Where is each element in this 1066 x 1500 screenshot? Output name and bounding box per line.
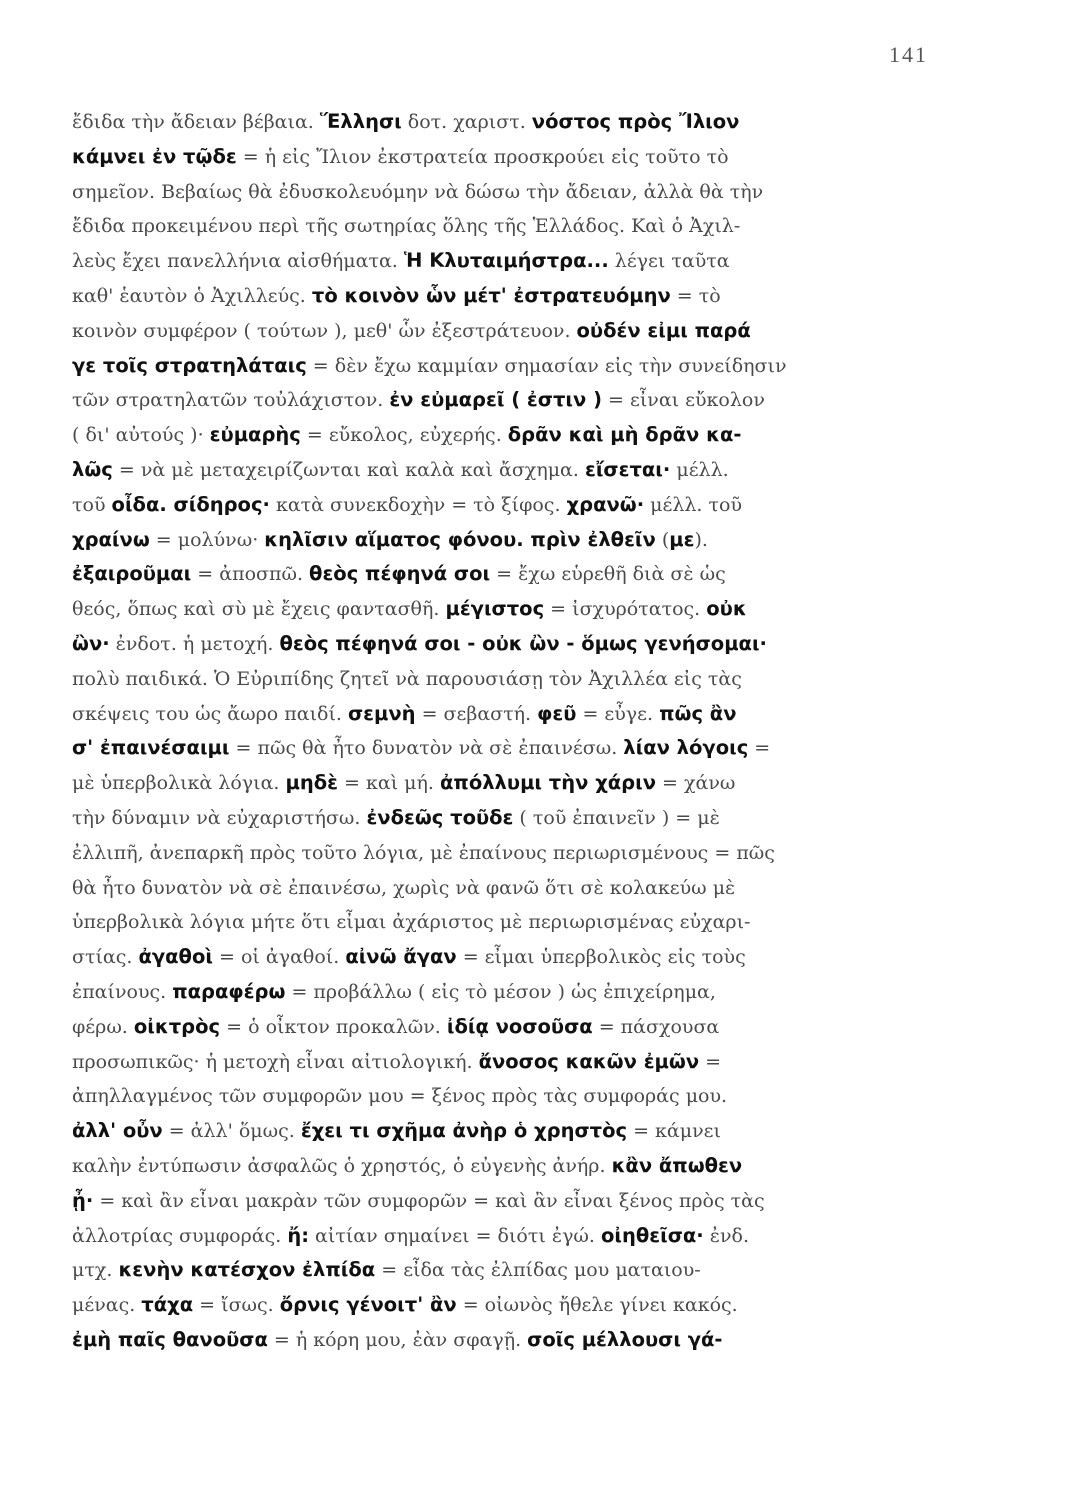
lemma-term: Ἕλλησι xyxy=(319,110,402,133)
gloss-text: δοτ. χαριστ. xyxy=(401,111,532,133)
text-line xyxy=(72,904,938,939)
gloss-text: ( τοῦ ἐπαινεῖν ) = μὲ xyxy=(513,806,720,829)
gloss-text: τοῦ xyxy=(72,493,112,516)
gloss-text: = δὲν ἔχω καμμίαν σημασίαν εἰς τὴν συνείδησιν xyxy=(306,354,787,377)
text-line xyxy=(72,452,938,487)
gloss-text: θεός, ὅπως καὶ σὺ μὲ ἔχεις φαντασθῆ. xyxy=(72,598,446,621)
lemma-term: κηλῖσιν αἵματος φόνου. πρὶν ἐλθεῖν xyxy=(264,527,656,551)
gloss-text: ἀπηλλαγμένος τῶν συμφορῶν μου = ξένος πρὸς τὰς συμφοράς μου. xyxy=(72,1085,728,1108)
gloss-text: = εὔκολος, εὐχερής. xyxy=(300,424,508,447)
text-line xyxy=(72,765,938,800)
gloss-text: = πάσχουσα xyxy=(592,1015,720,1038)
lemma-term: σεμνὴ xyxy=(347,701,416,725)
gloss-text: καθ' ἑαυτὸν ὁ Ἀχιλλεύς. xyxy=(72,284,312,307)
lemma-term: μέγιστος xyxy=(445,597,545,621)
gloss-text: ἀλλοτρίας συμφοράς. xyxy=(72,1224,288,1247)
lemma-term: τὸ κοινὸν ὧν μέτ' ἐστρατευόμην xyxy=(311,283,671,307)
gloss-text: σημεῖον. Βεβαίως θὰ ἐδυσκολευόμην νὰ δώσω τὴν ἄδειαν, ἀλλὰ θὰ τὴν xyxy=(72,180,764,203)
lemma-term: λίαν λόγοις xyxy=(623,736,749,760)
gloss-text: καλὴν ἐντύπωσιν ἀσφαλῶς ὁ χρηστός, ὁ εὐγενὴς ἀνήρ. xyxy=(72,1154,612,1177)
gloss-text: = ἡ κόρη μου, ἐὰν σφαγῇ. xyxy=(267,1328,528,1351)
text-line xyxy=(72,278,938,313)
gloss-text: ). xyxy=(694,528,708,551)
gloss-text: = ἀλλ' ὅμως. xyxy=(162,1120,301,1143)
gloss-text: = εἶμαι ὑπερβολικὸς εἰς τοὺς xyxy=(456,946,746,969)
lemma-term: ἐμὴ παῖς θανοῦσα xyxy=(72,1327,268,1351)
lemma-term: ἔχει τι σχῆμα ἀνὴρ ὁ χρηστὸς xyxy=(300,1119,628,1143)
lemma-term: οἰηθεῖσα· xyxy=(601,1223,704,1247)
lemma-term: χρανῶ· xyxy=(566,492,645,516)
lemma-term: ἄνοσος κακῶν ἐμῶν xyxy=(478,1049,700,1073)
gloss-text: θὰ ἦτο δυνατὸν νὰ σὲ ἐπαινέσω, χωρὶς νὰ φανῶ ὅτι σὲ κολακεύω μὲ xyxy=(72,876,736,899)
lemma-term: ἐν εὐμαρεῖ ( ἐστιν ) xyxy=(389,388,602,412)
lemma-term: ἀλλ' οὖν xyxy=(72,1119,163,1143)
lemma-term: νόστος πρὸς Ἴλιον xyxy=(531,110,740,133)
lemma-term: κάμνει ἐν τῷδε xyxy=(72,144,237,168)
lemma-term: τάχα xyxy=(141,1293,194,1317)
gloss-text: = εὖγε. xyxy=(576,702,660,725)
gloss-text: = ἔχω εὑρεθῆ διὰ σὲ ὡς xyxy=(490,563,726,586)
gloss-text: = οἰωνὸς ἤθελε γίνει κακός. xyxy=(456,1294,738,1317)
text-line xyxy=(72,104,938,139)
gloss-text: = ἴσως. xyxy=(193,1294,280,1317)
gloss-text: = μολύνω· xyxy=(149,528,265,551)
text-line xyxy=(72,870,938,905)
text-line xyxy=(72,417,938,452)
lemma-term: γε τοῖς στρατηλάταις xyxy=(72,353,307,377)
gloss-text: στίας. xyxy=(72,946,139,969)
lemma-term: ἀγαθοὶ xyxy=(138,945,213,969)
text-line xyxy=(72,1183,938,1218)
lemma-term: ἰδίᾳ νοσοῦσα xyxy=(446,1014,593,1038)
page-number: 141 xyxy=(889,42,928,67)
gloss-text: μτχ. xyxy=(72,1259,119,1282)
gloss-text: ἔδιδα τὴν ἄδειαν βέβαια. xyxy=(72,111,320,133)
text-line xyxy=(72,1148,938,1183)
text-line xyxy=(72,939,938,974)
lemma-term: ᾖ· xyxy=(72,1188,94,1212)
text-line xyxy=(72,1113,938,1148)
text-line xyxy=(72,1218,938,1253)
gloss-text: = τὸ xyxy=(670,284,721,307)
gloss-text: προσωπικῶς· ἡ μετοχὴ εἶναι αἰτιολογική. xyxy=(72,1050,479,1073)
gloss-text: = οἱ ἀγαθοί. xyxy=(212,946,346,969)
text-line xyxy=(72,139,938,174)
lemma-term: εὐμαρὴς xyxy=(209,423,301,447)
lemma-term: αἰνῶ ἄγαν xyxy=(345,945,457,969)
gloss-text: μέλλ. xyxy=(670,458,729,481)
gloss-text: τῶν στρατηλατῶν τοὐλάχιστον. xyxy=(72,389,390,412)
text-line xyxy=(72,1287,938,1322)
gloss-text: = xyxy=(748,737,771,760)
text-line xyxy=(72,835,938,870)
gloss-text: = ὁ οἶκτον προκαλῶν. xyxy=(220,1015,447,1038)
text-line xyxy=(72,1078,938,1113)
gloss-text: ὑπερβολικὰ λόγια μήτε ὅτι εἶμαι ἀχάριστος μὲ περιωρισμένας εὐχαρι- xyxy=(72,911,751,934)
gloss-text: = κάμνει xyxy=(627,1120,721,1143)
gloss-text: μένας. xyxy=(72,1294,142,1317)
lemma-term: εἴσεται· xyxy=(584,457,671,481)
lemma-term: δρᾶν καὶ μὴ δρᾶν κα- xyxy=(507,423,742,447)
gloss-text: μέλλ. τοῦ xyxy=(644,493,743,516)
text-line xyxy=(72,800,938,835)
lemma-term: ἤ: xyxy=(287,1223,310,1247)
text-line xyxy=(72,696,938,731)
gloss-text: = σεβαστή. xyxy=(415,702,538,725)
text-line xyxy=(72,487,938,522)
text-line xyxy=(72,348,938,383)
lemma-term: οὐδέν εἰμι παρά xyxy=(576,318,751,342)
gloss-text: τὴν δύναμιν νὰ εὐχαριστήσω. xyxy=(72,806,367,829)
text-line xyxy=(72,556,938,591)
text-line xyxy=(72,243,938,278)
gloss-text: ( δι' αὐτούς )· xyxy=(72,424,210,447)
gloss-text: ἔδιδα προκειμένου περὶ τῆς σωτηρίας ὅλης τῆς Ἑλλάδος. Καὶ ὁ Ἀχιλ- xyxy=(72,215,741,238)
lemma-term: οἰκτρὸς xyxy=(133,1014,221,1038)
text-line xyxy=(72,591,938,626)
lemma-term: σοῖς μέλλουσι γά- xyxy=(527,1327,723,1351)
gloss-text: ἐνδοτ. ἡ μετοχή. xyxy=(109,632,280,655)
lemma-term: παραφέρω xyxy=(172,979,286,1003)
text-line xyxy=(72,661,938,696)
gloss-text: κατὰ συνεκδοχὴν = τὸ ξίφος. xyxy=(269,493,567,516)
lemma-term: κενὴν κατέσχον ἐλπίδα xyxy=(118,1258,376,1282)
gloss-text: = xyxy=(699,1050,722,1073)
gloss-text: ἐπαίνους. xyxy=(72,980,173,1003)
gloss-text: = ἀποσπῶ. xyxy=(191,563,310,586)
gloss-text: = καὶ μή. xyxy=(337,772,440,795)
text-line xyxy=(72,522,938,557)
text-line xyxy=(72,174,938,209)
text-line xyxy=(72,1252,938,1287)
lemma-term: ἀπόλλυμι τὴν χάριν xyxy=(440,771,657,795)
gloss-text: = ἡ εἰς Ἴλιον ἐκστρατεία προσκρούει εἰς τοῦτο τὸ xyxy=(236,145,729,168)
gloss-text: ἐνδ. xyxy=(703,1224,749,1247)
gloss-text: = ἰσχυρότατος. xyxy=(544,598,707,621)
gloss-text: λεὺς ἔχει πανελλήνια αἰσθήματα. xyxy=(72,250,404,273)
lemma-term: πῶς ἂν xyxy=(659,701,737,725)
lemma-term: κἂν ἄπωθεν xyxy=(611,1153,743,1177)
lemma-term: φεῦ xyxy=(537,701,577,725)
gloss-text: σκέψεις του ὡς ἄωρο παιδί. xyxy=(72,702,348,725)
lemma-term: ὢν· xyxy=(72,631,110,655)
text-line xyxy=(72,313,938,348)
lemma-term: με xyxy=(669,527,695,551)
text-line xyxy=(72,1044,938,1079)
text-line xyxy=(72,974,938,1009)
gloss-text: = χάνω xyxy=(656,772,736,795)
gloss-text: ( xyxy=(655,528,670,551)
lemma-term: ἐνδεῶς τοῦδε xyxy=(366,805,514,829)
gloss-text: λέγει ταῦτα xyxy=(608,250,730,273)
text-line xyxy=(72,1322,938,1357)
gloss-text: = εἶδα τὰς ἐλπίδας μου ματαιου- xyxy=(375,1259,701,1282)
lemma-term: θεὸς πέφηνά σοι - οὐκ ὢν - ὅμως γενήσομαι· xyxy=(279,631,767,655)
text-line xyxy=(72,208,938,243)
lemma-term: Ἡ Κλυταιμήστρα... xyxy=(403,249,609,273)
gloss-text: πολὺ παιδικά. Ὁ Εὐριπίδης ζητεῖ νὰ παρουσιάσῃ τὸν Ἀχιλλέα εἰς τὰς xyxy=(72,667,742,690)
lemma-term: ὄρνις γένοιτ' ἂν xyxy=(279,1293,457,1317)
lemma-term: σ' ἐπαινέσαιμι xyxy=(72,736,230,760)
lemma-term: ἐξαιροῦμαι xyxy=(72,562,192,586)
gloss-text: μὲ ὑπερβολικὰ λόγια. xyxy=(72,772,286,795)
lemma-term: οἶδα. σίδηρος· xyxy=(111,492,270,516)
gloss-text: = πῶς θὰ ἦτο δυνατὸν νὰ σὲ ἐπαινέσω. xyxy=(229,737,624,760)
gloss-text: = καὶ ἂν εἶναι μακρὰν τῶν συμφορῶν = καὶ ἂν εἶναι ξένος πρὸς τὰς xyxy=(93,1189,765,1212)
lemma-term: οὐκ xyxy=(706,597,747,621)
text-line xyxy=(72,730,938,765)
text-line xyxy=(72,382,938,417)
gloss-text: = εἶναι εὔκολον xyxy=(602,389,765,412)
gloss-text: φέρω. xyxy=(72,1015,134,1038)
lemma-term: λῶς xyxy=(72,457,113,481)
gloss-text: = νὰ μὲ μεταχειρίζωνται καὶ καλὰ καὶ ἄσχημα. xyxy=(112,458,585,481)
lemma-term: χραίνω xyxy=(72,527,150,551)
text-line xyxy=(72,1009,938,1044)
text-line xyxy=(72,626,938,661)
commentary-text xyxy=(72,104,938,1357)
gloss-text: αἰτίαν σημαίνει = διότι ἐγώ. xyxy=(309,1224,601,1247)
gloss-text: ἐλλιπῆ, ἀνεπαρκῆ πρὸς τοῦτο λόγια, μὲ ἐπαίνους περιωρισμένους = πῶς xyxy=(72,841,775,864)
gloss-text: = προβάλλω ( εἰς τὸ μέσον ) ὡς ἐπιχείρημα, xyxy=(285,980,716,1003)
gloss-text: κοινὸν συμφέρον ( τούτων ), μεθ' ὧν ἐξεστράτευον. xyxy=(72,319,577,342)
lemma-term: μηδὲ xyxy=(285,771,338,795)
lemma-term: θεὸς πέφηνά σοι xyxy=(309,562,491,586)
